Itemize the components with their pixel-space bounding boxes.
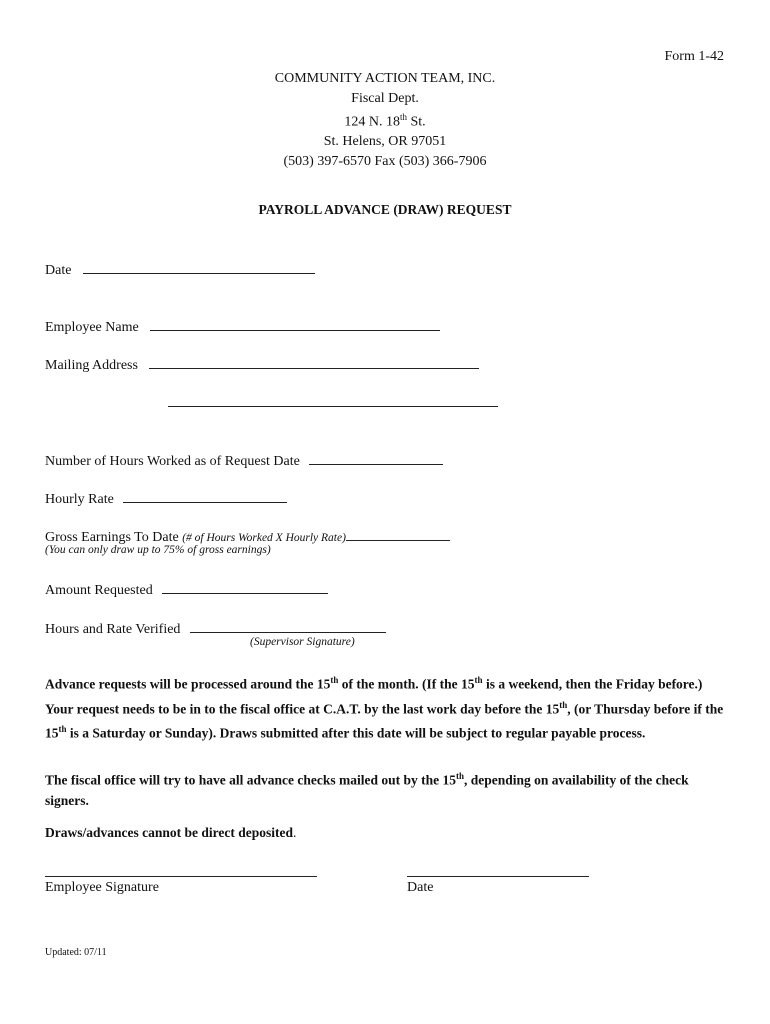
gross-earnings-label: Gross Earnings To Date bbox=[45, 530, 179, 545]
department: Fiscal Dept. bbox=[351, 90, 419, 106]
verified-row bbox=[45, 618, 386, 638]
date-label: Date bbox=[45, 263, 72, 278]
gross-earnings-note: (You can only draw up to 75% of gross earnings) bbox=[45, 544, 271, 556]
form-number: Form 1-42 bbox=[664, 49, 724, 64]
org-name: COMMUNITY ACTION TEAM, INC. bbox=[274, 71, 496, 86]
gross-earnings-input-line[interactable] bbox=[346, 526, 450, 541]
signature-date-line[interactable] bbox=[407, 876, 589, 877]
street-address: 124 N. 18th St. bbox=[344, 112, 426, 130]
mailing-address-input-line-2[interactable] bbox=[168, 406, 498, 407]
mailing-address-input-line[interactable] bbox=[149, 354, 479, 369]
policy-paragraph-2: The fiscal office will try to have all advance checks mailed out by the 15th, depending on availability of the check signers. bbox=[45, 771, 689, 808]
gross-earnings-row bbox=[45, 526, 450, 546]
employee-name-label: Employee Name bbox=[45, 320, 139, 335]
verified-label: Hours and Rate Verified bbox=[45, 622, 181, 637]
mailing-address-label: Mailing Address bbox=[45, 358, 138, 373]
employee-signature-line[interactable] bbox=[45, 876, 317, 877]
city-state-zip: St. Helens, OR 97051 bbox=[323, 134, 447, 150]
hourly-rate-label: Hourly Rate bbox=[45, 492, 114, 507]
hours-worked-input-line[interactable] bbox=[309, 450, 443, 465]
phone-fax: (503) 397-6570 Fax (503) 366-7906 bbox=[283, 153, 487, 169]
supervisor-signature-line[interactable] bbox=[190, 618, 386, 633]
employee-name-row bbox=[45, 316, 440, 336]
amount-requested-input-line[interactable] bbox=[162, 579, 328, 594]
letterhead bbox=[185, 69, 585, 171]
amount-requested-row bbox=[45, 579, 328, 599]
mailing-address-row bbox=[45, 354, 479, 374]
signature-date-label: Date bbox=[407, 880, 434, 895]
policy-paragraph-3: Draws/advances cannot be direct deposited. bbox=[45, 825, 297, 840]
supervisor-caption: (Supervisor Signature) bbox=[250, 636, 355, 648]
hours-worked-label: Number of Hours Worked as of Request Date bbox=[45, 454, 300, 469]
amount-requested-label: Amount Requested bbox=[45, 583, 153, 598]
updated-date: Updated: 07/11 bbox=[45, 947, 107, 958]
gross-earnings-formula: (# of Hours Worked X Hourly Rate) bbox=[182, 532, 346, 544]
employee-name-input-line[interactable] bbox=[150, 316, 440, 331]
date-input-line[interactable] bbox=[83, 259, 315, 274]
date-row bbox=[45, 259, 315, 279]
hourly-rate-row bbox=[45, 488, 287, 508]
employee-signature-label: Employee Signature bbox=[45, 880, 159, 895]
policy-paragraph-1: Advance requests will be processed around the 15th of the month. (If the 15th is a weekend, then the Friday before.) Your request needs to be in to the fiscal office at C.A.T. by the last work day before the 15th, (or Thursday before if the 15th is a Saturday or Sunday). Draws submitted after this date will be subject to regular payable process. bbox=[45, 675, 724, 741]
hours-worked-row bbox=[45, 450, 443, 470]
form-title: PAYROLL ADVANCE (DRAW) REQUEST bbox=[258, 202, 512, 217]
hourly-rate-input-line[interactable] bbox=[123, 488, 287, 503]
